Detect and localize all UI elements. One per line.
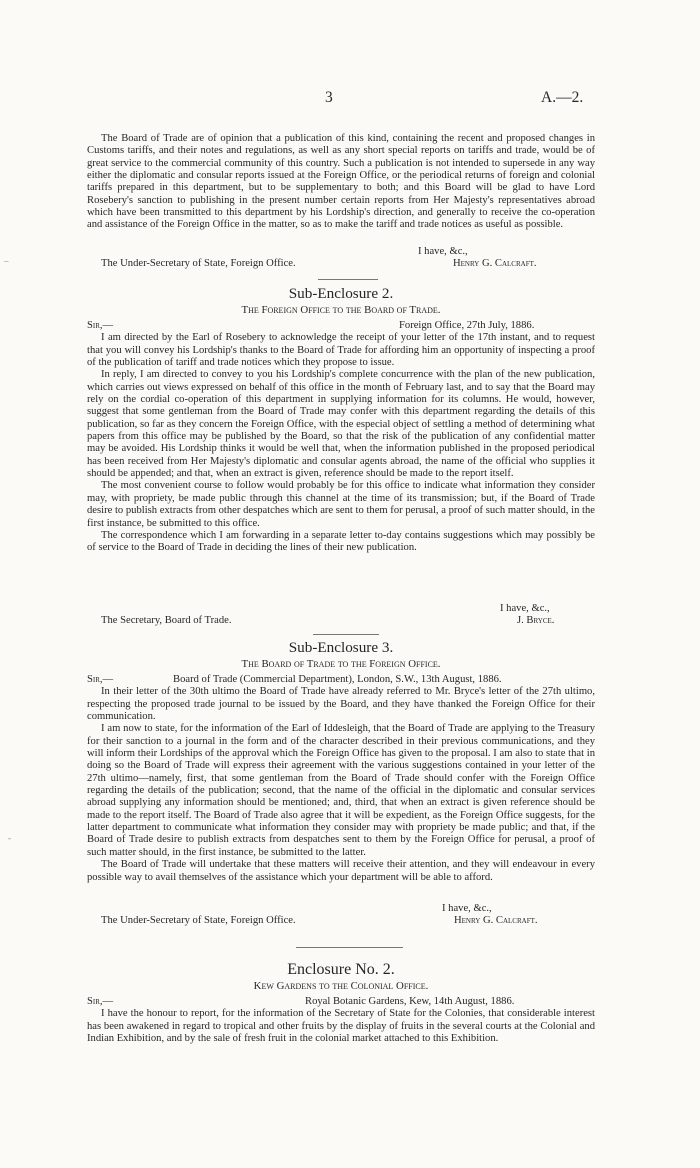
body-paragraph: I am now to state, for the information of the Earl of Iddesleigh, that the Board of Trade are applying to the Treasury for their sanction to a journal in the form and of the character described in their previous communications, and they will inform their Lordships of the approval which the Foreign Office has given to the proposal. I am also to state that in doing so the Board of Trade will express their agreement with the various suggestions contained in your letter of the 27th ultimo—namely, first, that some gentleman from the Board of Trade should confer with the Foreign Office regarding the details of the publication; second, that the name of the official in the diplomatic and consular services abroad supplying any information should be mentioned; and, third, that when an extract is given reference should be made to the report itself. The Board of Trade also agree that it will be expedient, as the Foreign Office suggests, for the latter department to communicate what information they consider may with propriety be made public; and that, if the Board of Trade desire to publish extracts from despatches sent to them by the Foreign Office for perusal, a proof of such matter should, in the first instance, be submitted to the latter.	[87, 723, 595, 858]
section-divider	[313, 634, 379, 635]
closing-phrase: I have, &c.,	[500, 603, 550, 614]
addressee: The Secretary, Board of Trade.	[101, 615, 232, 627]
signature: Henry G. Calcraft.	[453, 258, 537, 270]
signature: J. Bryce.	[517, 615, 555, 627]
closing-phrase: I have, &c.,	[442, 903, 492, 914]
sub-enclosure-3	[87, 638, 595, 884]
salutation: Sir,—	[87, 996, 114, 1007]
section-divider	[296, 947, 403, 948]
body-paragraph: The most convenient course to follow would probably be for this office to indicate what information they consider may, with propriety, be made public through this channel at the time of its transmission; but, if the Board of Trade desire to publish extracts from other despatches which are sent to them for perusal, a proof of such matter should, in the first instance, be submitted to this office.	[87, 480, 595, 529]
body-paragraph: The correspondence which I am forwarding in a separate letter to-day contains suggestions which may possibly be of service to the Board of Trade in deciding the lines of their new publication.	[87, 529, 595, 554]
page-header	[0, 89, 700, 112]
margin-mark: –	[4, 256, 9, 266]
salutation: Sir,—	[87, 674, 114, 685]
addressee: The Under-Secretary of State, Foreign Office.	[101, 258, 296, 270]
section-subtitle: Kew Gardens to the Colonial Office.	[253, 980, 429, 992]
margin-mark: -	[8, 833, 11, 843]
intro-letter-closing	[87, 246, 595, 271]
place-date: Foreign Office, 27th July, 1886.	[399, 320, 535, 331]
body-paragraph: In reply, I am directed to convey to you his Lordship's complete concurrence with the plan of the new publication, which carries out views expressed on behalf of this office in the month of February last, and to say that the Board may rely on the cordial co-operation of this department in supplying information for its columns. He would, however, suggest that some gentleman from the Board of Trade may confer with this department regarding the details of this publication, so far as they concern the Foreign Office, with the especial object of settling a method of determining what papers from this office may be published by the Board, so that the risk of the publication of any confidential matter may be avoided. His Lordship thinks it would be well that, when the information published in the proposed periodical has been received from Her Majesty's diplomatic and consular agents abroad, the name of the official who supplies it should be appended; and that, when an extract is given, reference should be made to the report itself.	[87, 369, 595, 480]
document-code: A.—2.	[541, 89, 584, 106]
enclosure-2	[87, 960, 595, 1045]
section-divider	[318, 279, 378, 280]
intro-letter	[87, 133, 595, 232]
sub-enclosure-2	[87, 284, 595, 555]
addressee: The Under-Secretary of State, Foreign Office.	[101, 915, 296, 927]
section-title: Sub-Enclosure 2.	[288, 285, 394, 302]
body-paragraph: In their letter of the 30th ultimo the Board of Trade have already referred to Mr. Bryce's letter of the 27th ultimo, respecting the proposed trade journal to be issued by the Board, and they have thanked the Foreign Office for their communication.	[87, 686, 595, 723]
section-title: Enclosure No. 2.	[287, 961, 395, 978]
sub-enclosure-2-closing	[87, 603, 595, 628]
body-paragraph: I have the honour to report, for the information of the Secretary of State for the Colonies, that considerable interest has been awakened in regard to tropical and other fruits by the display of fruits in the several courts at the Colonial and Indian Exhibition, and by the sale of fresh fruit in the colonial market attached to this Exhibition.	[87, 1008, 595, 1045]
sub-enclosure-3-closing	[87, 903, 595, 928]
place-date: Royal Botanic Gardens, Kew, 14th August, 1886.	[305, 996, 515, 1007]
signature: Henry G. Calcraft.	[454, 915, 538, 927]
page-number: 3	[325, 89, 333, 106]
section-title: Sub-Enclosure 3.	[288, 639, 394, 656]
section-subtitle: The Foreign Office to the Board of Trade.	[241, 304, 441, 316]
place-date: Board of Trade (Commercial Department), London, S.W., 13th August, 1886.	[173, 674, 502, 685]
body-paragraph: I am directed by the Earl of Rosebery to acknowledge the receipt of your letter of the 17th instant, and to request that you will convey his Lordship's thanks to the Board of Trade for affording him an opportunity of inspecting a proof of the publication of tariff and trade notices which they propose to issue.	[87, 332, 595, 369]
salutation: Sir,—	[87, 320, 114, 331]
closing-phrase: I have, &c.,	[418, 246, 468, 257]
section-subtitle: The Board of Trade to the Foreign Office.	[241, 658, 441, 670]
body-paragraph: The Board of Trade are of opinion that a publication of this kind, containing the recent and proposed changes in Customs tariffs, and their notes and regulations, as well as any short special reports on tariffs and trade, would be of great service to the commercial community of this country. Such a publication is not intended to supersede in any way either the diplomatic and consular reports issued at the Foreign Office, or the periodical returns of foreign and colonial tariffs prepared in this department, but to be supplementary to both; and this Board will be glad to have Lord Rosebery's sanction to publishing in the present number certain reports from Her Majesty's representatives abroad which have been transmitted to this department by his Lordship's direction, and generally to receive the co-operation and assistance of the Foreign Office in the matter, so as to make the tariff and trade notices as useful as possible.	[87, 133, 595, 231]
body-paragraph: The Board of Trade will undertake that these matters will receive their attention, and they will endeavour in every possible way to avail themselves of the assistance which your department will be able to afford.	[87, 859, 595, 883]
